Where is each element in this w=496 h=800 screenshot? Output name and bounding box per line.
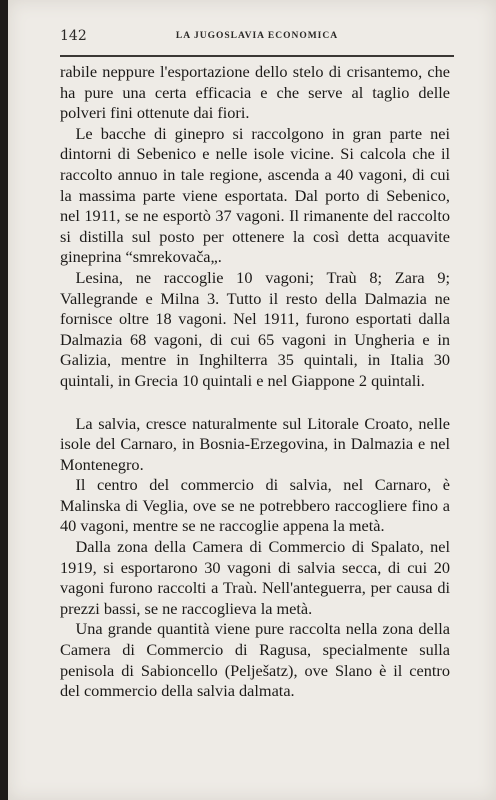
paragraph-lesina: Lesina, ne raccoglie 10 vagoni; Traù 8; Zara 9; Vallegrande e Milna 3. Tutto il resto della Dalmazia ne fornisce oltre 18 vagoni. Nel 1911, furono esportati dalla Dalmazia 68 vagoni, di cui 65 vagoni in Ungheria e in Galizia, mentre in Inghilterra 35 quintali, in Italia 30 quintali, in Grecia 10 quintali e nel Giappone 2 quintali. [60,267,450,390]
page-header [60,28,454,50]
page-number: 142 [60,28,87,44]
paragraph-ragusa: Una grande quantità viene pure raccolta nella zona della Camera di Commercio di Ragusa, specialmente sulla penisola di Sabioncello (Pelješatz), ove Slano è il centro del commercio della salvia dalmata. [60,619,450,701]
body-text [60,62,450,702]
paragraph-ginepro: Le bacche di ginepro si raccolgono in gran parte nei dintorni di Sebenico e nelle isole vicine. Si calcola che il raccolto annuo in tale regione, ascenda a 40 vagoni, di cui la massima parte viene esportata. Dal porto di Sebenico, nel 1911, se ne esportò 37 vagoni. Il rimanente del raccolto si distilla sul posto per ottenere la così detta acquavite gineprina “smrekovača„. [60,123,450,267]
paragraph-malinska: Il centro del commercio di salvia, nel Carnaro, è Malinska di Veglia, ove se ne potrebbero raccogliere fino a 40 vagoni, mentre se ne raccoglie appena la metà. [60,475,450,536]
running-head: LA JUGOSLAVIA ECONOMICA [175,31,339,41]
paragraph-continued: rabile neppure l'esportazione dello stelo di crisantemo, che ha pure una certa efficacia e che serve al taglio delle polveri fini ottenute dai fiori. [60,62,450,123]
paragraph-spalato: Dalla zona della Camera di Commercio di Spalato, nel 1919, si esportarono 30 vagoni di salvia secca, di cui 20 vagoni furono raccolti a Traù. Nell'anteguerra, per causa di prezzi bassi, se ne raccoglieva la metà. [60,537,450,618]
header-rule [60,55,454,57]
section-gap [60,392,450,414]
paragraph-salvia: La salvia, cresce naturalmente sul Litorale Croato, nelle isole del Carnaro, in Bosnia-Erzegovina, in Dalmazia e nel Montenegro. [60,413,450,474]
